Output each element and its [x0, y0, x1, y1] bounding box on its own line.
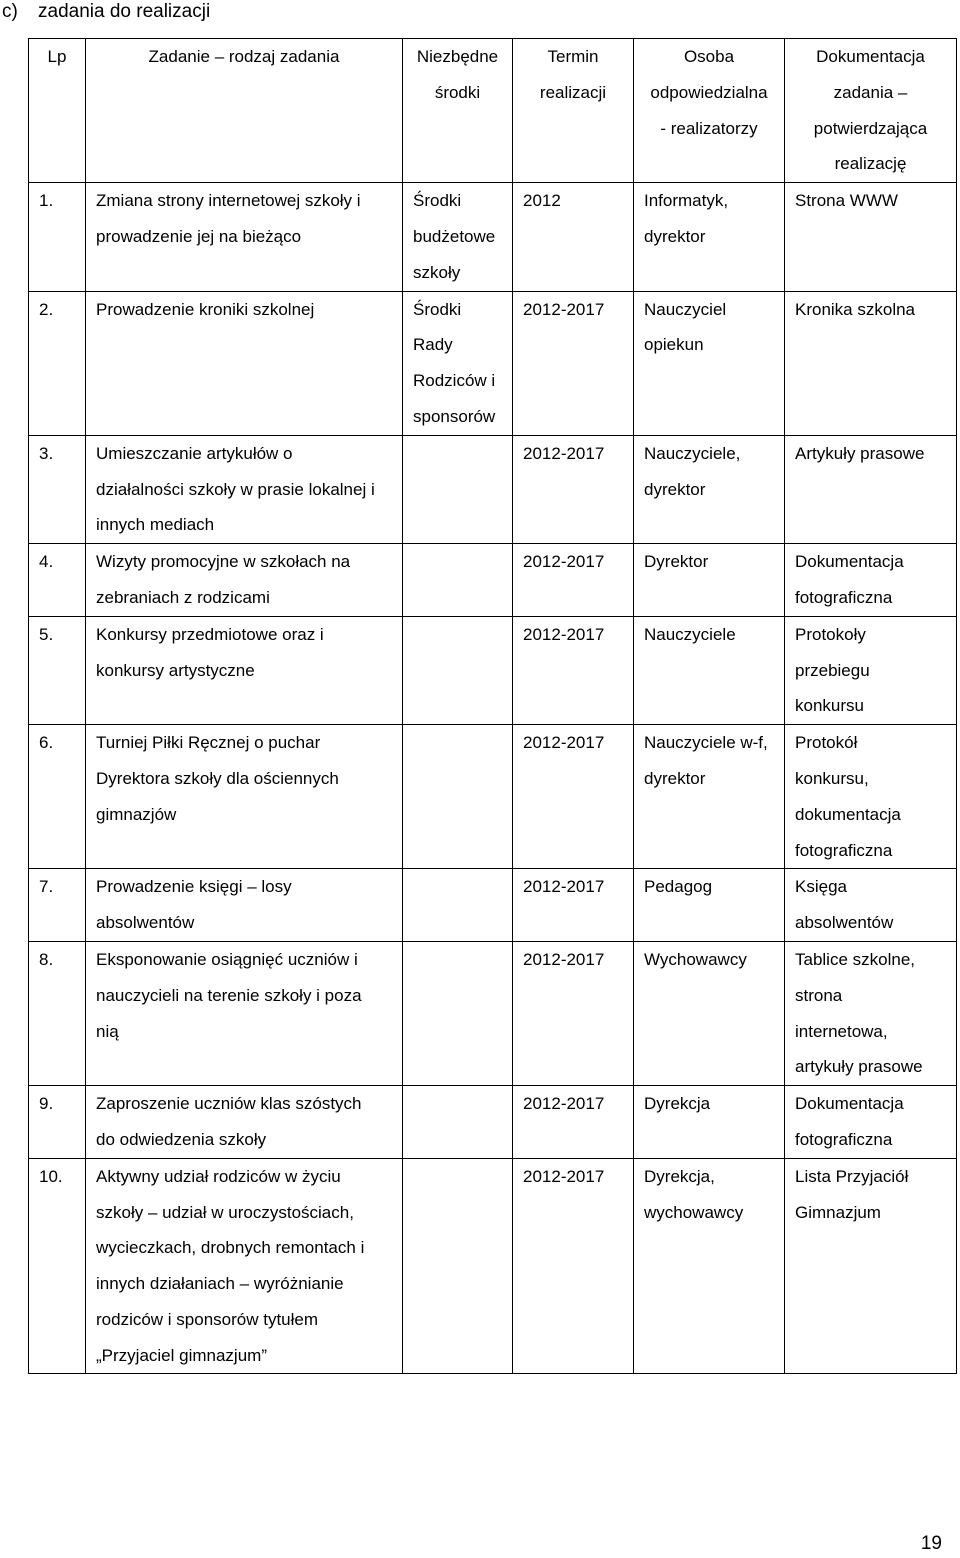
cell-line: fotograficzna [795, 1129, 893, 1149]
cell-line: Termin [547, 47, 599, 66]
table-row [29, 183, 957, 291]
cell-line: strona [795, 985, 843, 1005]
cell-line: Lp [47, 47, 67, 66]
cell-person [634, 616, 785, 724]
cell-line: środki [434, 82, 481, 102]
table-row [29, 869, 957, 942]
cell-task [86, 544, 403, 617]
cell-line: absolwentów [96, 913, 195, 933]
cell-lp: 3. [29, 435, 86, 543]
cell-line: fotograficzna [795, 587, 893, 607]
cell-line: Zaproszenie uczniów klas szóstych [96, 1094, 362, 1114]
cell-term: 2012-2017 [513, 1086, 634, 1159]
cell-line: Zmiana strony internetowej szkoły i [96, 191, 361, 211]
cell-line: konkursu, [795, 768, 869, 788]
cell-line: Nauczyciel [644, 299, 727, 319]
cell-term: 2012-2017 [513, 725, 634, 869]
cell-line: Pedagog [644, 877, 713, 897]
table-header-row [29, 39, 957, 183]
cell-line: opiekun [644, 335, 704, 355]
cell-documentation [785, 291, 957, 435]
cell-line: szkoły – udział w uroczystościach, [96, 1202, 354, 1222]
cell-line: realizację [834, 154, 907, 174]
cell-line: dyrektor [644, 226, 706, 246]
cell-term: 2012-2017 [513, 1158, 634, 1374]
cell-means [403, 1158, 513, 1374]
cell-means [403, 291, 513, 435]
section-label: c) [2, 1, 18, 22]
cell-line: Umieszczanie artykułów o [96, 443, 293, 463]
cell-line: Strona WWW [795, 191, 898, 211]
cell-term: 2012-2017 [513, 869, 634, 942]
cell-line: Prowadzenie księgi – losy [96, 877, 292, 897]
cell-term: 2012 [513, 183, 634, 291]
cell-line: Gimnazjum [795, 1202, 881, 1222]
cell-line: działalności szkoły w prasie lokalnej i [96, 479, 375, 499]
cell-documentation [785, 435, 957, 543]
cell-lp: 6. [29, 725, 86, 869]
cell-line: innych działaniach – wyróżnianie [96, 1274, 344, 1294]
table-row [29, 725, 957, 869]
cell-term: 2012-2017 [513, 291, 634, 435]
cell-person [634, 941, 785, 1085]
cell-line: Dokumentacja [795, 1094, 904, 1114]
cell-line: - realizatorzy [660, 118, 758, 138]
cell-lp: 1. [29, 183, 86, 291]
header-person [634, 39, 785, 183]
cell-line: potwierdzająca [813, 118, 928, 138]
cell-lp: 5. [29, 616, 86, 724]
cell-line: Konkursy przedmiotowe oraz i [96, 624, 324, 644]
cell-means [403, 869, 513, 942]
cell-person [634, 435, 785, 543]
cell-lp: 4. [29, 544, 86, 617]
cell-task [86, 435, 403, 543]
cell-line: dyrektor [644, 479, 706, 499]
cell-line: konkursy artystyczne [96, 660, 255, 680]
cell-documentation [785, 1086, 957, 1159]
cell-means [403, 1086, 513, 1159]
table-row [29, 291, 957, 435]
cell-means [403, 725, 513, 869]
cell-line: Turniej Piłki Ręcznej o puchar [96, 733, 321, 753]
cell-person [634, 1086, 785, 1159]
cell-person [634, 725, 785, 869]
cell-line: Środki [413, 299, 462, 319]
cell-line: realizacji [539, 82, 607, 102]
cell-term: 2012-2017 [513, 941, 634, 1085]
cell-line: Aktywny udział rodziców w życiu [96, 1166, 341, 1186]
cell-line: wycieczkach, drobnych remontach i [96, 1238, 365, 1258]
cell-line: przebiegu [795, 660, 870, 680]
cell-line: dyrektor [644, 768, 706, 788]
cell-line: Eksponowanie osiągnięć uczniów i [96, 949, 358, 969]
cell-line: wychowawcy [644, 1202, 744, 1222]
cell-line: prowadzenie jej na bieżąco [96, 226, 302, 246]
table-row [29, 1158, 957, 1374]
cell-line: zebraniach z rodzicami [96, 587, 270, 607]
cell-line: Dokumentacja [816, 47, 925, 66]
cell-line: Nauczyciele [644, 624, 736, 644]
cell-line: Artykuły prasowe [795, 443, 925, 463]
cell-line: nią [96, 1021, 119, 1041]
cell-line: sponsorów [413, 406, 496, 426]
cell-means [403, 616, 513, 724]
cell-documentation [785, 183, 957, 291]
cell-line: innych mediach [96, 515, 215, 535]
cell-line: Informatyk, [644, 191, 729, 211]
cell-documentation [785, 725, 957, 869]
cell-documentation [785, 616, 957, 724]
cell-line: rodziców i sponsorów tytułem [96, 1309, 319, 1329]
cell-line: Dyrektor [644, 552, 709, 572]
cell-line: Dyrekcja [644, 1094, 711, 1114]
cell-line: Tablice szkolne, [795, 949, 916, 969]
cell-line: Protokoły [795, 624, 866, 644]
table-row [29, 435, 957, 543]
cell-line: Wychowawcy [644, 949, 747, 969]
header-means [403, 39, 513, 183]
cell-line: fotograficzna [795, 840, 893, 860]
cell-line: internetowa, [795, 1021, 888, 1041]
cell-line: Niezbędne [416, 47, 499, 66]
cell-task [86, 1086, 403, 1159]
cell-line: Prowadzenie kroniki szkolnej [96, 299, 315, 319]
cell-line: budżetowe [413, 226, 496, 246]
cell-line: Protokół [795, 733, 858, 753]
table-row [29, 1086, 957, 1159]
section-title: zadania do realizacji [38, 1, 211, 22]
cell-term: 2012-2017 [513, 544, 634, 617]
cell-means [403, 544, 513, 617]
cell-lp: 2. [29, 291, 86, 435]
cell-line: Wizyty promocyjne w szkołach na [96, 552, 351, 572]
header-documentation [785, 39, 957, 183]
cell-line: Osoba [683, 47, 735, 66]
cell-documentation [785, 544, 957, 617]
cell-person [634, 183, 785, 291]
cell-line: dokumentacja [795, 804, 901, 824]
cell-line: Dokumentacja [795, 552, 904, 572]
cell-line: Nauczyciele w-f, [644, 733, 768, 753]
table-row [29, 941, 957, 1085]
cell-line: Kronika szkolna [795, 299, 916, 319]
table-row [29, 616, 957, 724]
cell-line: Środki [413, 191, 462, 211]
table-row [29, 544, 957, 617]
cell-task [86, 869, 403, 942]
cell-line: zadania – [833, 82, 908, 102]
header-term [513, 39, 634, 183]
header-task [86, 39, 403, 183]
cell-line: do odwiedzenia szkoły [96, 1129, 267, 1149]
page-number: 19 [920, 1533, 942, 1554]
cell-documentation [785, 869, 957, 942]
cell-means [403, 941, 513, 1085]
cell-line: Rady [413, 335, 453, 355]
cell-documentation [785, 1158, 957, 1374]
header-lp [29, 39, 86, 183]
cell-means [403, 183, 513, 291]
tasks-table [28, 38, 957, 1374]
cell-lp: 10. [29, 1158, 86, 1374]
cell-line: gimnazjów [96, 804, 177, 824]
cell-lp: 7. [29, 869, 86, 942]
cell-line: „Przyjaciel gimnazjum” [96, 1345, 267, 1365]
cell-line: Lista Przyjaciół [795, 1166, 909, 1186]
cell-task [86, 725, 403, 869]
cell-documentation [785, 941, 957, 1085]
cell-person [634, 1158, 785, 1374]
cell-line: Dyrekcja, [644, 1166, 715, 1186]
cell-line: Dyrektora szkoły dla ościennych [96, 768, 339, 788]
cell-line: szkoły [413, 262, 461, 282]
cell-term: 2012-2017 [513, 616, 634, 724]
cell-person [634, 869, 785, 942]
cell-line: nauczycieli na terenie szkoły i poza [96, 985, 362, 1005]
cell-line: Księga [795, 877, 847, 897]
cell-task [86, 616, 403, 724]
cell-line: Zadanie – rodzaj zadania [148, 47, 340, 66]
cell-line: artykuły prasowe [795, 1057, 923, 1077]
cell-person [634, 291, 785, 435]
table-body [29, 183, 957, 1374]
cell-lp: 9. [29, 1086, 86, 1159]
cell-line: absolwentów [795, 913, 894, 933]
cell-term: 2012-2017 [513, 435, 634, 543]
cell-line: Rodziców i [413, 371, 496, 391]
cell-line: Nauczyciele, [644, 443, 741, 463]
cell-means [403, 435, 513, 543]
cell-task [86, 183, 403, 291]
cell-line: konkursu [795, 696, 864, 716]
section-heading [2, 0, 210, 24]
cell-task [86, 941, 403, 1085]
cell-task [86, 291, 403, 435]
cell-task [86, 1158, 403, 1374]
cell-line: odpowiedzialna [650, 82, 768, 102]
cell-person [634, 544, 785, 617]
cell-lp: 8. [29, 941, 86, 1085]
